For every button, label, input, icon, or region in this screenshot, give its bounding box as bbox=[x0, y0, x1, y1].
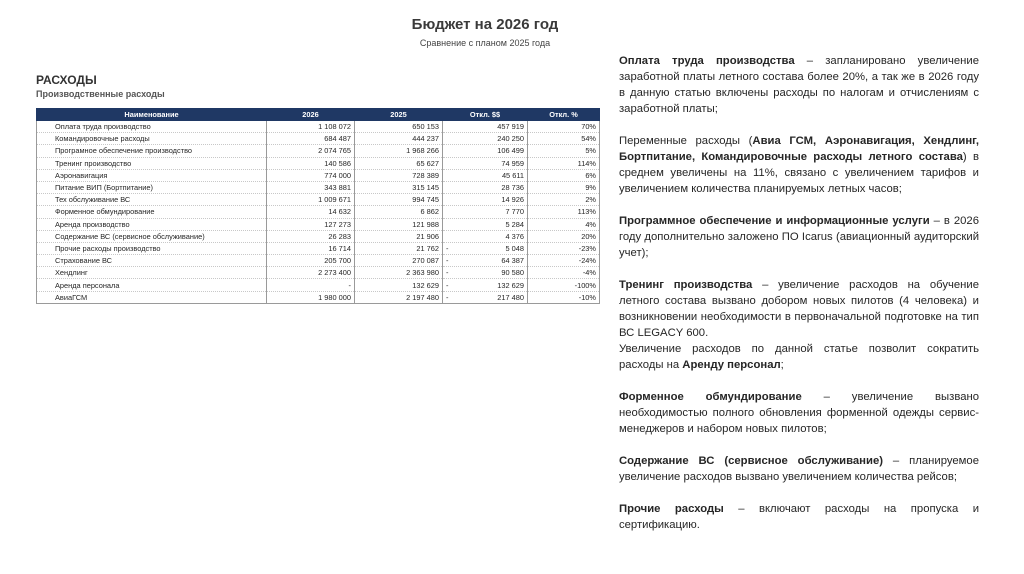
cell-deviation bbox=[443, 206, 528, 218]
note-paragraph bbox=[619, 453, 979, 485]
budget-table bbox=[36, 108, 600, 304]
cell-deviation-pct: 113% bbox=[528, 206, 600, 218]
cell-deviation bbox=[443, 133, 528, 145]
cell-deviation-pct: -4% bbox=[528, 267, 600, 279]
cell-deviation-pct: 70% bbox=[528, 121, 600, 133]
cell-name: Оплата труда производство bbox=[37, 121, 267, 133]
cell-2026: - bbox=[267, 279, 355, 291]
cell-2025: 6 862 bbox=[355, 206, 443, 218]
cell-deviation-value: 240 250 bbox=[497, 134, 524, 144]
cell-deviation-pct: -100% bbox=[528, 279, 600, 291]
cell-deviation-value: 28 736 bbox=[501, 183, 524, 193]
cell-deviation-value: 45 611 bbox=[501, 170, 524, 180]
cell-deviation bbox=[443, 279, 528, 291]
cell-2026: 1 108 072 bbox=[267, 121, 355, 133]
cell-deviation-value: 74 959 bbox=[501, 158, 524, 168]
table-row bbox=[37, 157, 600, 169]
note-heading: Аренду персонал bbox=[682, 359, 781, 371]
table-header-row bbox=[37, 109, 600, 121]
cell-deviation-value: 90 580 bbox=[501, 268, 524, 278]
note-body: ) в среднем увеличены на 11%, связано с увеличением тарифов и увеличением количества планируемых летных часов; bbox=[619, 151, 979, 195]
cell-deviation-pct: 54% bbox=[528, 133, 600, 145]
cell-deviation bbox=[443, 242, 528, 254]
cell-deviation-pct: 114% bbox=[528, 157, 600, 169]
cell-name: АвиаГСМ bbox=[37, 291, 267, 303]
cell-deviation-sign: - bbox=[446, 292, 449, 302]
cell-name: Содержание ВС (сервисное обслуживание) bbox=[37, 230, 267, 242]
cell-deviation-value: 7 770 bbox=[505, 207, 524, 217]
cell-deviation-value: 64 387 bbox=[501, 256, 524, 266]
table-row bbox=[37, 145, 600, 157]
cell-2025: 132 629 bbox=[355, 279, 443, 291]
cell-deviation bbox=[443, 218, 528, 230]
note-paragraph bbox=[619, 133, 979, 197]
cell-2026: 774 000 bbox=[267, 169, 355, 181]
cell-deviation-value: 217 480 bbox=[497, 292, 524, 302]
cell-deviation-value: 5 048 bbox=[505, 243, 524, 253]
note-paragraph bbox=[619, 213, 979, 261]
cell-deviation-pct: 6% bbox=[528, 169, 600, 181]
cell-deviation-pct: -10% bbox=[528, 291, 600, 303]
cell-deviation bbox=[443, 267, 528, 279]
cell-name: Прочие расходы производство bbox=[37, 242, 267, 254]
cell-2025: 121 988 bbox=[355, 218, 443, 230]
cell-deviation-sign: - bbox=[446, 243, 449, 253]
page-subtitle: Сравнение с планом 2025 года bbox=[419, 38, 551, 48]
cell-name: Програмное обеспечение производство bbox=[37, 145, 267, 157]
table-row bbox=[37, 169, 600, 181]
cell-deviation-pct: 20% bbox=[528, 230, 600, 242]
cell-2026: 1 980 000 bbox=[267, 291, 355, 303]
note-body: ; bbox=[780, 359, 784, 371]
cell-name: Тех обслуживание ВС bbox=[37, 194, 267, 206]
page-title: Бюджет на 2026 год bbox=[411, 16, 559, 33]
table-row bbox=[37, 194, 600, 206]
cell-deviation bbox=[443, 145, 528, 157]
note-body: – в 2026 году дополнительно заложено ПО Icarus (авиационный аудиторский учет); bbox=[619, 215, 979, 259]
cell-deviation-value: 132 629 bbox=[497, 280, 524, 290]
cell-2025: 21 762 bbox=[355, 242, 443, 254]
cell-deviation-sign: - bbox=[446, 256, 449, 266]
cell-2026: 140 586 bbox=[267, 157, 355, 169]
column-header-name: Наименование bbox=[37, 109, 267, 121]
section-subtitle: Производственные расходы bbox=[36, 89, 165, 99]
note-heading: Форменное обмундирование bbox=[619, 391, 802, 403]
notes-text bbox=[619, 53, 979, 533]
column-header-deviation: Откл. $$ bbox=[443, 109, 528, 121]
cell-2026: 16 714 bbox=[267, 242, 355, 254]
note-body: – увеличение расходов на обучение летного состава вызвано добором новых пилотов (4 человека) и возникновении необходимости в первоначальной подготовке на тип ВС LEGACY 600. bbox=[619, 279, 979, 339]
table-row bbox=[37, 230, 600, 242]
table-row bbox=[37, 218, 600, 230]
cell-deviation bbox=[443, 181, 528, 193]
note-body: – запланировано увеличение заработной платы летного состава более 20%, а так же в 2026 году в данную статью включены расходы по налогам и отчислениям с заработной платы; bbox=[619, 55, 979, 115]
cell-2026: 343 881 bbox=[267, 181, 355, 193]
note-body: Переменные расходы ( bbox=[619, 135, 753, 147]
cell-2026: 2 074 765 bbox=[267, 145, 355, 157]
cell-2025: 65 627 bbox=[355, 157, 443, 169]
note-heading: Тренинг производства bbox=[619, 279, 753, 291]
table-row bbox=[37, 242, 600, 254]
note-body: Увеличение расходов по данной статье позволит сократить расходы на bbox=[619, 343, 979, 371]
cell-2026: 127 273 bbox=[267, 218, 355, 230]
cell-name: Командировочные расходы bbox=[37, 133, 267, 145]
cell-deviation-value: 4 376 bbox=[505, 231, 524, 241]
table-row bbox=[37, 291, 600, 303]
note-heading: Оплата труда производства bbox=[619, 55, 795, 67]
cell-deviation-pct: -23% bbox=[528, 242, 600, 254]
cell-deviation-value: 14 926 bbox=[501, 195, 524, 205]
cell-deviation bbox=[443, 121, 528, 133]
cell-name: Страхование ВС bbox=[37, 255, 267, 267]
column-header-2026: 2026 bbox=[267, 109, 355, 121]
note-paragraph bbox=[619, 341, 979, 373]
note-heading: Авиа ГСМ, Аэронавигация, Хендлинг, Бортпитание, Командировочные расходы летного состава bbox=[619, 135, 979, 163]
cell-2026: 14 632 bbox=[267, 206, 355, 218]
cell-deviation bbox=[443, 169, 528, 181]
cell-deviation-sign: - bbox=[446, 268, 449, 278]
cell-2025: 2 363 980 bbox=[355, 267, 443, 279]
note-paragraph bbox=[619, 277, 979, 341]
note-heading: Содержание ВС (сервисное обслуживание) bbox=[619, 455, 883, 467]
cell-deviation-value: 5 284 bbox=[505, 219, 524, 229]
section-title: РАСХОДЫ bbox=[36, 73, 97, 87]
cell-2026: 1 009 671 bbox=[267, 194, 355, 206]
note-body: – планируемое увеличение расходов вызвано увеличением количества рейсов; bbox=[619, 455, 979, 483]
column-header-deviation-pct: Откл. % bbox=[528, 109, 600, 121]
cell-2026: 205 700 bbox=[267, 255, 355, 267]
cell-2025: 994 745 bbox=[355, 194, 443, 206]
cell-2025: 2 197 480 bbox=[355, 291, 443, 303]
cell-2026: 26 283 bbox=[267, 230, 355, 242]
table-row bbox=[37, 267, 600, 279]
cell-2025: 444 237 bbox=[355, 133, 443, 145]
cell-deviation-pct: 5% bbox=[528, 145, 600, 157]
note-paragraph bbox=[619, 53, 979, 117]
note-heading: Прочие расходы bbox=[619, 503, 724, 515]
cell-2026: 684 487 bbox=[267, 133, 355, 145]
note-paragraph bbox=[619, 501, 979, 533]
table-row bbox=[37, 255, 600, 267]
table-row bbox=[37, 206, 600, 218]
cell-deviation-pct: 4% bbox=[528, 218, 600, 230]
table-body bbox=[37, 121, 600, 304]
cell-deviation bbox=[443, 291, 528, 303]
cell-name: Аэронавигация bbox=[37, 169, 267, 181]
cell-deviation-sign: - bbox=[446, 280, 449, 290]
table-row bbox=[37, 121, 600, 133]
cell-deviation bbox=[443, 194, 528, 206]
cell-2025: 21 906 bbox=[355, 230, 443, 242]
cell-name: Хендлинг bbox=[37, 267, 267, 279]
cell-2025: 270 087 bbox=[355, 255, 443, 267]
table-row bbox=[37, 181, 600, 193]
cell-deviation bbox=[443, 230, 528, 242]
note-body: – включают расходы на пропуска и сертификацию. bbox=[619, 503, 980, 531]
note-body: – увеличение вызвано необходимостью полного обновления форменной одежды сервис-менеджеров и набором новых пилотов; bbox=[619, 391, 979, 435]
note-heading: Программное обеспечение и информационные услуги bbox=[619, 215, 930, 227]
cell-name: Форменное обмундирование bbox=[37, 206, 267, 218]
cell-deviation-value: 106 499 bbox=[497, 146, 524, 156]
cell-deviation-pct: -24% bbox=[528, 255, 600, 267]
cell-deviation-value: 457 919 bbox=[497, 122, 524, 132]
cell-2025: 650 153 bbox=[355, 121, 443, 133]
cell-2025: 728 389 bbox=[355, 169, 443, 181]
cell-deviation bbox=[443, 255, 528, 267]
column-header-2025: 2025 bbox=[355, 109, 443, 121]
note-paragraph bbox=[619, 389, 979, 437]
cell-name: Тренинг производство bbox=[37, 157, 267, 169]
cell-name: Аренда персонала bbox=[37, 279, 267, 291]
cell-deviation bbox=[443, 157, 528, 169]
table-row bbox=[37, 133, 600, 145]
cell-deviation-pct: 9% bbox=[528, 181, 600, 193]
cell-2026: 2 273 400 bbox=[267, 267, 355, 279]
table-row bbox=[37, 279, 600, 291]
cell-2025: 1 968 266 bbox=[355, 145, 443, 157]
cell-deviation-pct: 2% bbox=[528, 194, 600, 206]
cell-2025: 315 145 bbox=[355, 181, 443, 193]
cell-name: Питание ВИП (Бортпитание) bbox=[37, 181, 267, 193]
cell-name: Аренда производство bbox=[37, 218, 267, 230]
